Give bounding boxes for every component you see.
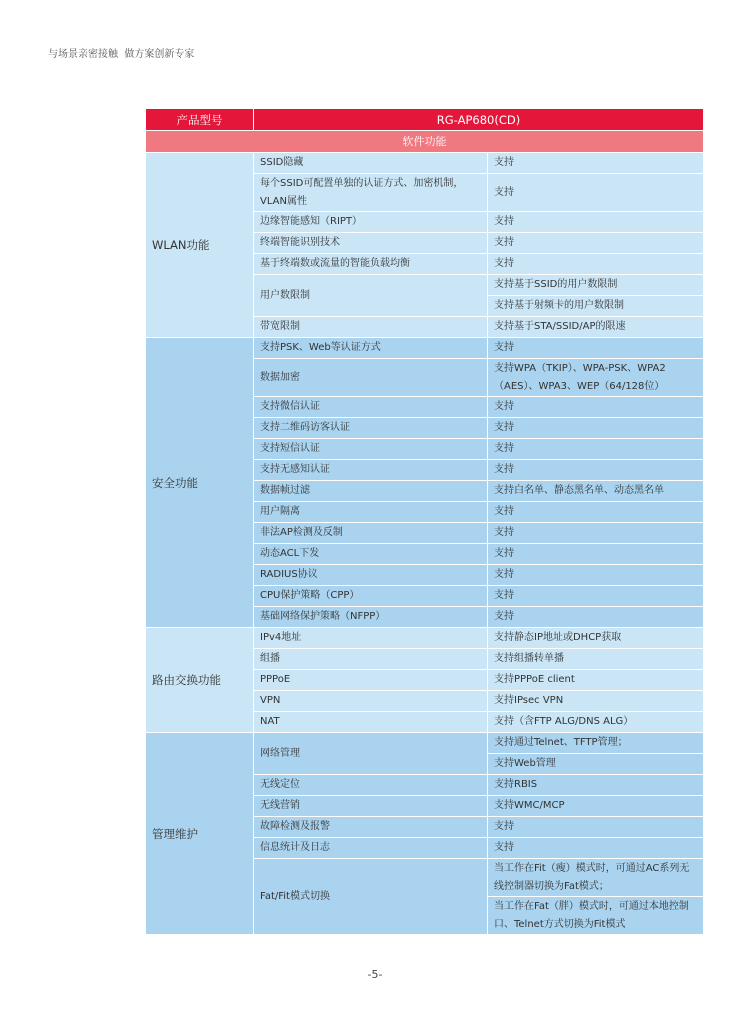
value-cell: 支持组播转单播: [488, 649, 704, 670]
feature-cell: CPU保护策略（CPP）: [254, 586, 488, 607]
value-cell: 支持: [488, 254, 704, 275]
value-cell: 支持: [488, 233, 704, 254]
value-cell: 当工作在Fit（瘦）模式时，可通过AC系列无线控制器切换为Fat模式；: [488, 859, 704, 897]
value-cell: 支持: [488, 586, 704, 607]
spec-table: [145, 108, 704, 935]
page-number: -5-: [367, 968, 383, 981]
value-cell: 支持（含FTP ALG/DNS ALG）: [488, 712, 704, 733]
feature-cell: 无线营销: [254, 796, 488, 817]
value-cell: 支持静态IP地址或DHCP获取: [488, 628, 704, 649]
feature-cell: 边缘智能感知（RIPT）: [254, 212, 488, 233]
value-cell: 支持: [488, 565, 704, 586]
feature-cell: Fat/Fit模式切换: [254, 859, 488, 935]
value-cell: 支持通过Telnet、TFTP管理；: [488, 733, 704, 754]
feature-cell: 带宽限制: [254, 317, 488, 338]
value-cell: 支持: [488, 817, 704, 838]
value-cell: 支持: [488, 212, 704, 233]
feature-cell: 支持无感知认证: [254, 460, 488, 481]
feature-cell: 用户隔离: [254, 502, 488, 523]
value-cell: 支持PPPoE client: [488, 670, 704, 691]
value-cell: 支持: [488, 460, 704, 481]
value-cell: 支持RBIS: [488, 775, 704, 796]
section-name-security: 安全功能: [146, 338, 254, 628]
feature-cell: 支持短信认证: [254, 439, 488, 460]
section-name-management: 管理维护: [146, 733, 254, 935]
feature-cell: 组播: [254, 649, 488, 670]
section-name-wlan: WLAN功能: [146, 153, 254, 338]
feature-cell: 非法AP检测及反制: [254, 523, 488, 544]
feature-cell: 用户数限制: [254, 275, 488, 317]
feature-cell: PPPoE: [254, 670, 488, 691]
value-cell: 支持: [488, 838, 704, 859]
feature-cell: 动态ACL下发: [254, 544, 488, 565]
feature-cell: 故障检测及报警: [254, 817, 488, 838]
feature-cell: NAT: [254, 712, 488, 733]
feature-cell: 网络管理: [254, 733, 488, 775]
feature-cell: 数据加密: [254, 359, 488, 397]
feature-cell: 信息统计及日志: [254, 838, 488, 859]
header-slogan: 与场景亲密接触 做方案创新专家: [48, 49, 195, 60]
value-cell: 支持: [488, 523, 704, 544]
value-cell: 支持IPsec VPN: [488, 691, 704, 712]
feature-cell: IPv4地址: [254, 628, 488, 649]
value-cell: 支持: [488, 439, 704, 460]
value-cell: 支持: [488, 153, 704, 174]
value-cell: 支持: [488, 174, 704, 212]
value-cell: 支持: [488, 502, 704, 523]
feature-cell: RADIUS协议: [254, 565, 488, 586]
value-cell: 支持基于射频卡的用户数限制: [488, 296, 704, 317]
section-name-routing: 路由交换功能: [146, 628, 254, 733]
feature-cell: 基础网络保护策略（NFPP）: [254, 607, 488, 628]
value-cell: 支持Web管理: [488, 754, 704, 775]
feature-cell: 支持微信认证: [254, 397, 488, 418]
feature-cell: VPN: [254, 691, 488, 712]
feature-cell: 无线定位: [254, 775, 488, 796]
model-value: RG-AP680(CD): [254, 109, 704, 131]
feature-cell: 支持二维码访客认证: [254, 418, 488, 439]
value-cell: 支持: [488, 607, 704, 628]
value-cell: 支持: [488, 544, 704, 565]
value-cell: 支持基于SSID的用户数限制: [488, 275, 704, 296]
feature-cell: 基于终端数或流量的智能负载均衡: [254, 254, 488, 275]
value-cell: 支持: [488, 397, 704, 418]
feature-cell: 每个SSID可配置单独的认证方式、加密机制，VLAN属性: [254, 174, 488, 212]
feature-cell: 终端智能识别技术: [254, 233, 488, 254]
value-cell: 支持WPA（TKIP）、WPA-PSK、WPA2（AES）、WPA3、WEP（64/128位）: [488, 359, 704, 397]
software-heading: 软件功能: [146, 131, 704, 153]
feature-cell: 支持PSK、Web等认证方式: [254, 338, 488, 359]
value-cell: 支持: [488, 418, 704, 439]
feature-cell: 数据帧过滤: [254, 481, 488, 502]
value-cell: 支持: [488, 338, 704, 359]
value-cell: 当工作在Fat（胖）模式时，可通过本地控制口、Telnet方式切换为Fit模式: [488, 897, 704, 935]
value-cell: 支持基于STA/SSID/AP的限速: [488, 317, 704, 338]
model-label: 产品型号: [146, 109, 254, 131]
feature-cell: SSID隐藏: [254, 153, 488, 174]
value-cell: 支持白名单、静态黑名单、动态黑名单: [488, 481, 704, 502]
value-cell: 支持WMC/MCP: [488, 796, 704, 817]
